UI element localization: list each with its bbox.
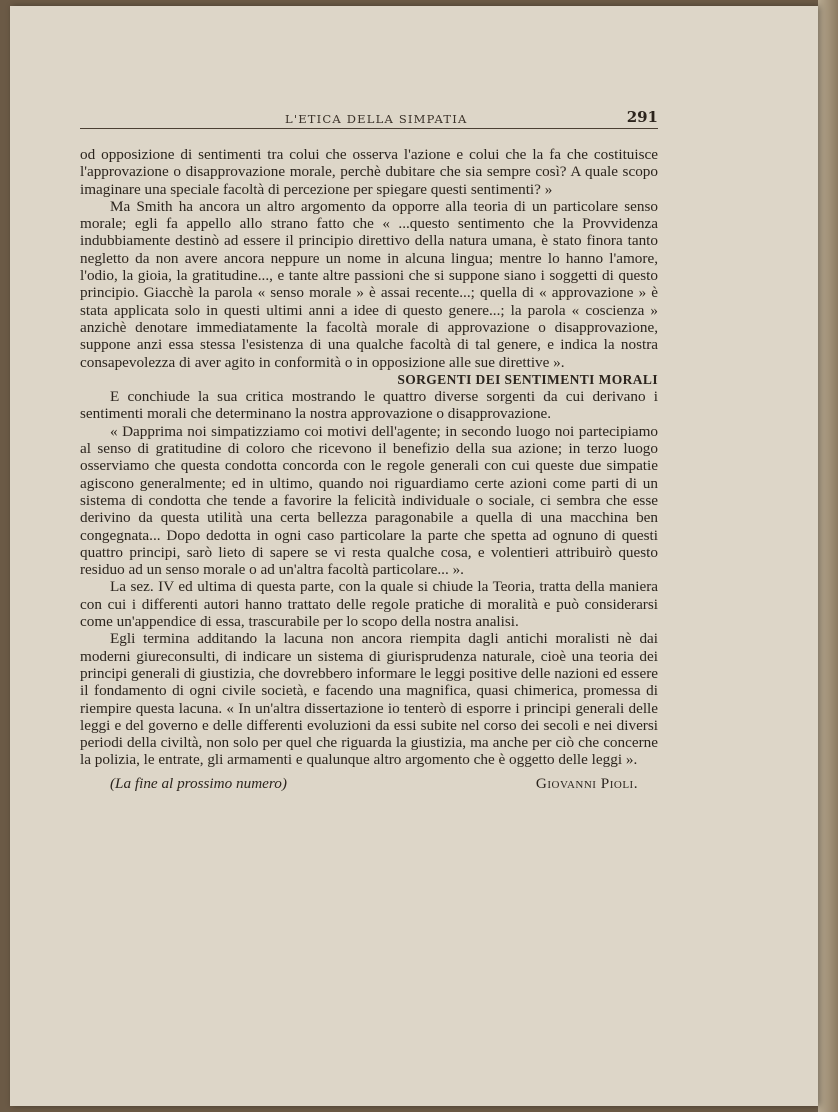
paragraph-1: od opposizione di sentimenti tra colui che osserva l'azione e colui che la fa che costituisce l'approvazione o disapprovazione morale, perchè dubitare che sia sempre così? A quale scopo imaginare una speciale facoltà di percezione per spiegare questi sentimenti? »: [80, 146, 658, 198]
page-edge: [818, 0, 838, 1112]
section-heading: SORGENTI DEI SENTIMENTI MORALI: [397, 371, 658, 387]
body-text: [80, 146, 658, 792]
continuation-note: (La fine al prossimo numero): [110, 774, 287, 792]
paragraph-5: La sez. IV ed ultima di questa parte, con la quale si chiude la Teoria, tratta della maniera con cui i differenti autori hanno trattato delle regole pratiche di moralità e può considerarsi come un'appendice di essa, trascurabile per lo scopo della nostra analisi.: [80, 578, 658, 631]
page-number: 291: [626, 108, 658, 126]
page-header: [80, 108, 658, 128]
article-footer: [80, 775, 658, 792]
running-title: L'ETICA DELLA SIMPATIA: [285, 112, 468, 126]
paragraph-4: « Dapprima noi simpatizziamo coi motivi dell'agente; in secondo luogo noi partecipiamo al senso di gratitudine di coloro che ricevono il benefizio della sua azione; in terzo luogo osserviamo che questa condotta concorda con le regole generali con cui queste due simpatie agiscono generalmente; ed in ultimo, quando noi riguardiamo certe azioni come parti di un sistema di condotta che tende a favorire la felicità individuale o sociale, ci sembra che esse derivino da questa utilità una certa bellezza paragonabile a quella di una macchina ben congegnata... Dopo dedotta in ogni caso particolare la parte che spetta ad ognuno di questi quattro principi, sarò lieto di sapere se vi resta qualche cosa, e volentieri attribuirò questo residuo ad un senso morale o ad un'altra facoltà particolare... ».: [80, 422, 658, 579]
header-rule: [80, 128, 658, 129]
paragraph-2: Ma Smith ha ancora un altro argomento da opporre alla teoria di un particolare senso morale; egli fa appello allo strano fatto che « ...questo sentimento che la Provvidenza indubbiamente destinò ad essere il principio direttivo della natura umana, è stato finora tanto negletto da non avere ancora neppure un nome in alcuna lingua; mentre lo hanno l'amore, l'odio, la gioia, la gratitudine..., e tante altre passioni che si suppone siano i soggetti di questo principio. Giacchè la parola « senso morale » è assai recente...; quella di « approvazione » è stata applicata solo in questi ultimi anni a idee di questo genere...; la parola « coscienza » anzichè denotare immediatamente la facoltà morale di approvazione o disapprovazione, suppone anzi essa stessa l'esistenza di una qualche facoltà di tal genere, e indica la nostra consapevolezza di aver agito in conformità o in opposizione alle sue direttive ».: [80, 197, 658, 371]
paragraph-6: Egli termina additando la lacuna non ancora riempita dagli antichi moralisti nè dai moderni giureconsulti, di indicare un sistema di giurisprudenza naturale, cioè una teoria dei principi generali di giustizia, che dovrebbero informare le leggi positive delle nazioni ed essere il fondamento di ogni civile società, e facendo una magnifica, quasi chimerica, promessa di riempire questa lacuna. « In un'altra dissertazione io tenterò di esporre i principi generali delle leggi e del governo e delle differenti evoluzioni da essi subite nel corso dei secoli e nei diversi periodi della civiltà, non solo per quel che riguarda la giustizia, ma anche per ciò che concerne la polizia, le entrate, gli armamenti e qualunque altro argomento che è oggetto delle leggi ».: [80, 630, 658, 769]
paragraph-3: E conchiude la sua critica mostrando le quattro diverse sorgenti da cui derivano i sentimenti morali che determinano la nostra approvazione o disapprovazione.: [80, 388, 658, 423]
author-signature: Giovanni Pioli.: [535, 774, 638, 792]
